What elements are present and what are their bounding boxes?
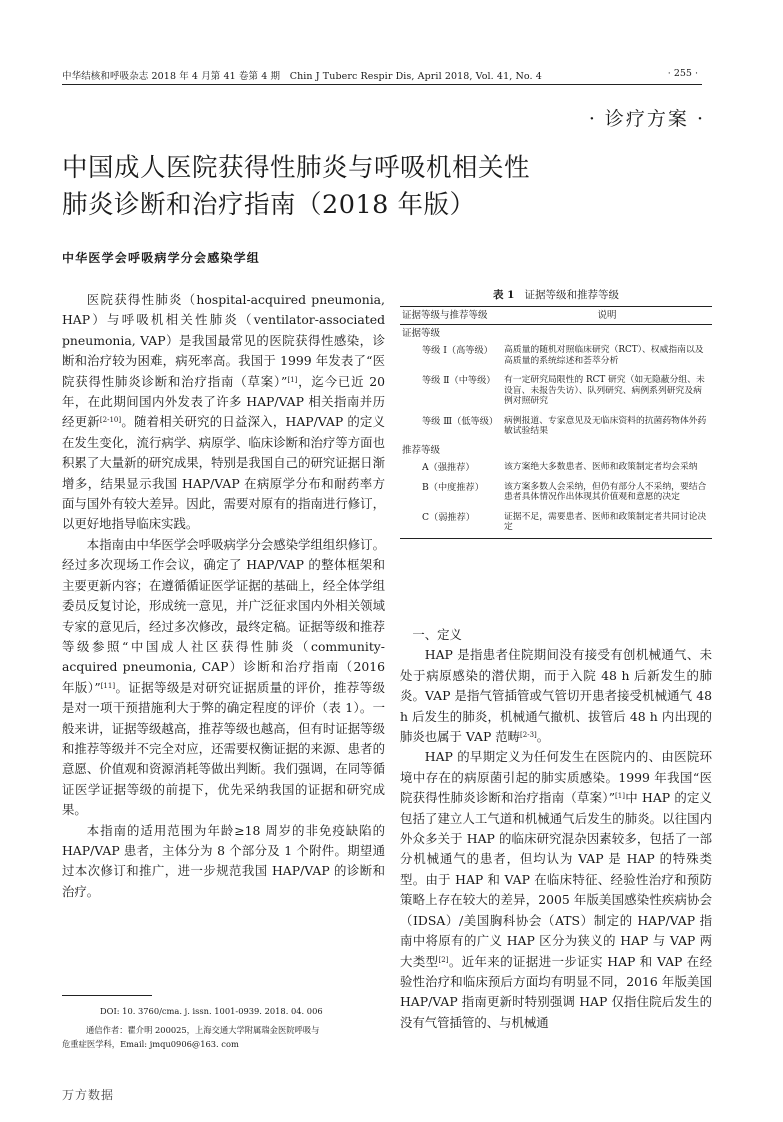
paragraph	[62, 290, 385, 535]
text-run: HAP 的早期定义为任何发生在医院内的、由医院环境中存在的病原菌引起的肺实质感染。1999 年我国“医院获得性肺炎诊断和治疗指南（草案）”	[400, 749, 712, 806]
table-cell: 等级 Ⅲ（低等级）	[422, 415, 499, 427]
title-line-1: 中国成人医院获得性肺炎与呼吸机相关性	[62, 153, 531, 183]
header-rule	[62, 84, 702, 85]
right-column	[400, 625, 712, 1033]
citation[interactable]: [2]	[438, 955, 449, 964]
citation[interactable]: [2-3]	[520, 731, 537, 740]
corresponding-author: 通信作者：瞿介明 200025，上海交通大学附属瑞金医院呼吸与	[86, 1025, 320, 1035]
citation[interactable]: [2-10]	[99, 416, 122, 425]
table-cell: 病例报道、专家意见及无临床资料的抗菌药物体外药敏试验结果	[504, 415, 707, 436]
citation[interactable]: [1]	[287, 375, 298, 384]
text-run: HAP 是指患者住院期间没有接受有创机械通气、未处于病原感染的潜伏期，而于入院 48 h 后新发生的肺炎。VAP 是指气管插管或气管切开患者接受机械通气 48 h 后发生的肺炎，机械通气撤机、拔管后 48 h 内出现的肺炎也属于 VAP 范畴	[400, 647, 712, 745]
table-number: 表 1	[493, 289, 515, 301]
page-number: · 255 ·	[667, 68, 698, 79]
table-row	[400, 371, 712, 412]
table-group-label: 证据等级	[402, 328, 441, 339]
table-cell: A（强推荐）	[422, 461, 475, 473]
table-cell: B（中度推荐）	[422, 481, 484, 493]
article-title	[62, 150, 622, 224]
text-run: 医院获得性肺炎（hospital-acquired pneumonia, HAP）与呼吸机相关性肺炎（ventilator-associated pneumonia, VAP）是我国最常见的医院获得性感染，诊断和治疗较为困难，病死率高。我国于 1999 年发表了“医院获得性肺炎诊断和治疗指南（草案）”	[62, 292, 385, 389]
table-cell: C（弱推荐）	[422, 511, 475, 523]
table-row	[400, 412, 712, 442]
table-row	[400, 478, 712, 508]
table-header	[400, 307, 712, 324]
paragraph	[400, 747, 712, 1033]
watermark: 万方数据	[62, 1088, 115, 1102]
text-run: 。近年来的证据进一步证实 HAP 和 VAP 在经验性治疗和临床预后方面均有明显不同，2016 年版美国 HAP/VAP 指南更新时特别强调 HAP 仅指住院后发生的没有气管插管的、与机械通	[400, 953, 712, 1030]
table-cell: 该方案绝大多数患者、医师和政策制定者均会采纳	[504, 461, 698, 472]
corresponding-email: 危重症医学科，Email: jmqu0906@163. com	[62, 1039, 239, 1049]
column-header: 说明	[597, 310, 617, 321]
table-cell: 高质量的随机对照临床研究（RCT）、权威指南以及高质量的系统综述和荟萃分析	[504, 345, 704, 366]
text-run: 本指南由中华医学会呼吸病学分会感染学组组织修订。经过多次现场工作会议，确定了 HAP/VAP 的整体框架和主要更新内容；在遵循循证医学证据的基础上，经全体学组委员反复讨论，形成统一意见，并广泛征求国内外相关领域专家的意见后，经过多次修改，最终定稿。证据等级和推荐等级参照“中国成人社区获得性肺炎（community-acquired pneumonia, CAP）诊断和治疗指南（2016 年版）”	[62, 536, 385, 695]
table-group-label: 推荐等级	[402, 444, 441, 456]
section-label: · 诊疗方案 ·	[588, 108, 705, 130]
paragraph	[400, 645, 712, 747]
table-cell: 等级 Ⅱ（中等级）	[422, 375, 496, 386]
table-1	[400, 290, 712, 539]
section-heading: 一、定义	[412, 627, 462, 642]
paragraph: 本指南的适用范围为年龄≥18 周岁的非免疫缺陷的 HAP/VAP 患者，主体分为 8 个部分及 1 个附件。期望通过本次修订和推广，进一步规范我国 HAP/VAP 的诊断和治疗。	[62, 822, 385, 899]
authors: 中华医学会呼吸病学分会感染学组	[62, 251, 261, 265]
table-row	[400, 341, 712, 371]
doi: DOI: 10. 3760/cma. j. issn. 1001-0939. 2018. 04. 006	[100, 1006, 323, 1016]
citation[interactable]: [1]	[615, 792, 625, 801]
text-run: 中 HAP 的定义包括了建立人工气道和机械通气后发生的肺炎。以往国内外众多关于 HAP 的临床研究混杂因素较多，包括了一部分机械通气的患者，但均认为 VAP 是 HAP 的特殊类型。由于 HAP 和 VAP 在临床特征、经验性治疗和预防策略上存在较大的差异，2005 年版美国感染性疾病协会（IDSA）/美国胸科协会（ATS）制定的 HAP/VAP 指南中将原有的广义 HAP 区分为狭义的 HAP 与 VAP 两大类型	[400, 790, 713, 969]
table-row	[400, 508, 712, 538]
text-run: ，迄今已近 20 年，在此期间国内外发表了许多 HAP/VAP 相关指南并历经更新	[62, 373, 385, 430]
column-header: 证据等级与推荐等级	[402, 310, 488, 321]
citation[interactable]: [11]	[100, 681, 116, 690]
title-line-2: 肺炎诊断和治疗指南（2018 年版）	[62, 190, 476, 220]
table-row	[400, 458, 712, 478]
footnote-rule	[62, 995, 152, 996]
text-run: 。证据等级是对研究证据质量的评价，推荐等级是对一项干预措施利大于弊的确定程度的评价（表 1）。一般来讲，证据等级越高，推荐等级也越高，但有时证据等级和推荐等级并不完全对应，还需要权衡证据的来源、患者的意愿、价值观和资源消耗等做出判断。我们强调，在同等循证医学证据等级的前提下，优先采纳我国的证据和研究成果。	[62, 679, 386, 818]
journal-header: 中华结核和呼吸杂志 2018 年 4 月第 41 卷第 4 期 Chin J Tuberc Respir Dis, April 2018, Vol. 41, No. 4	[62, 71, 542, 82]
table-caption	[400, 290, 712, 301]
table-title: 证据等级和推荐等级	[524, 289, 619, 301]
table-cell: 该方案多数人会采纳，但仍有部分人不采纳，要结合患者具体情况作出体现其价值观和意愿的决定	[504, 481, 707, 502]
table-cell: 有一定研究局限性的 RCT 研究（如无隐蔽分组、未设盲、未报告失访）、队列研究、病例系列研究及病例对照研究	[504, 375, 705, 406]
table-cell: 等级 Ⅰ（高等级）	[422, 345, 493, 356]
text-run: 。随着相关研究的日益深入，HAP/VAP 的定义在发生变化，流行病学、病原学、临床诊断和治疗等方面也积累了大量新的研究成果，特别是我国自己的研究证据日渐增多，结果显示我国 HAP/VAP 在病原学分布和耐药率方面与国外有较大差异。因此，需要对原有的指南进行修订，以更好地指导临床实践。	[62, 414, 385, 532]
paragraph	[62, 535, 385, 821]
text-run: 。	[536, 729, 550, 745]
left-column	[62, 290, 385, 902]
table-cell: 证据不足，需要患者、医师和政策制定者共同讨论决定	[504, 511, 707, 532]
